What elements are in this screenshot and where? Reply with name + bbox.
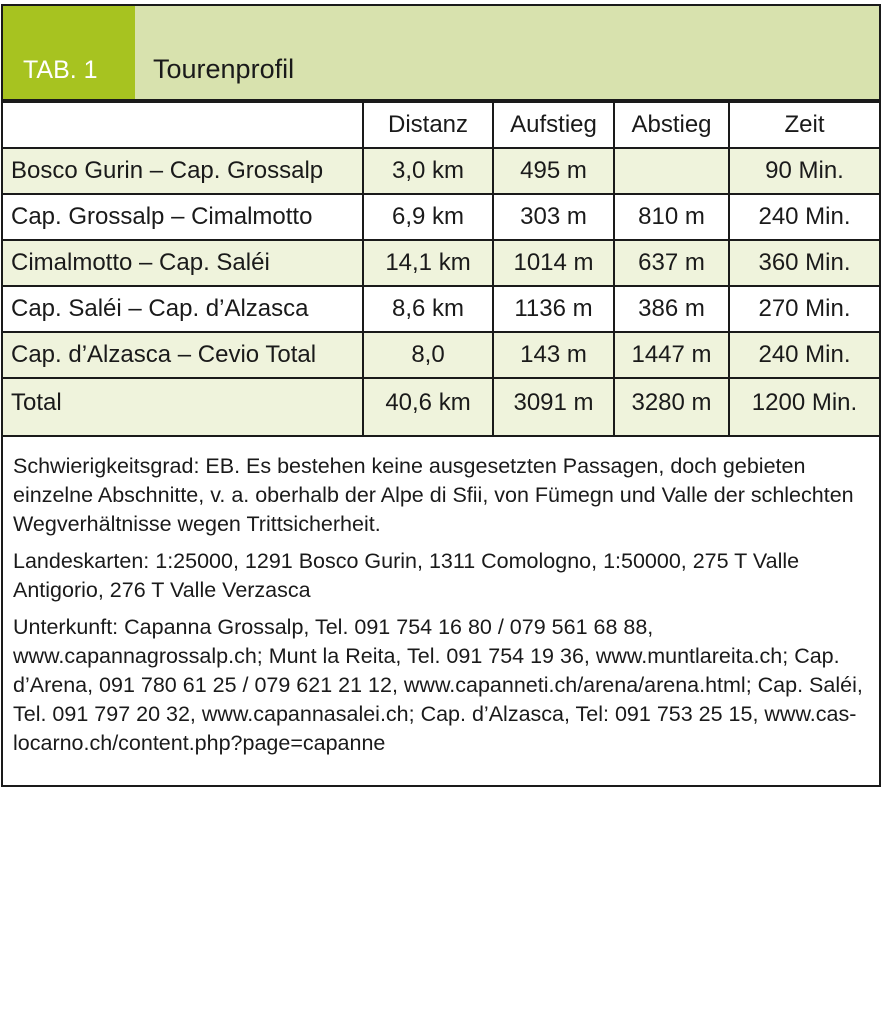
tour-profile-table	[3, 101, 879, 437]
tab-label: TAB. 1	[3, 6, 135, 99]
table-row	[3, 240, 879, 286]
table-row	[3, 194, 879, 240]
ascent-cell: 303 m	[493, 194, 614, 240]
distance-cell: 3,0 km	[363, 148, 493, 194]
descent-cell: 810 m	[614, 194, 729, 240]
accommodation-note: Unterkunft: Capanna Grossalp, Tel. 091 754 16 80 / 079 561 68 88, www.capannagrossalp.ch; Munt la Reita, Tel. 091 754 19 36, www.muntlareita.ch; Cap. d’Arena, 091 780 61 25 / 079 621 21 12, www.capanneti.ch/arena/arena.html; Cap. Saléi, Tel. 091 797 20 32, www.capannasalei.ch; Cap. d’Alzasca, Tel: 091 753 25 15, www.cas- locarno.ch/content.php?page=capanne	[13, 615, 863, 755]
time-cell: 270 Min.	[729, 286, 879, 332]
difficulty-note: Schwierigkeitsgrad: EB. Es bestehen keine ausgesetzten Passagen, doch gebieten einzelne Abschnitte, v. a. oberhalb der Alpe di Sfii, von Fümegn und Valle der schlechten Wegverhältnisse wegen Trittsicherheit.	[13, 454, 854, 536]
column-header-distance: Distanz	[363, 102, 493, 148]
total-label: Total	[3, 378, 363, 436]
ascent-cell: 143 m	[493, 332, 614, 378]
maps-note: Landeskarten: 1:25000, 1291 Bosco Gurin, 1311 Comologno, 1:50000, 275 T Valle Antigorio, 276 T Valle Verzasca	[13, 549, 800, 602]
table-header-row	[3, 102, 879, 148]
column-header	[3, 102, 363, 148]
table-header-bar	[3, 6, 879, 101]
column-header-time: Zeit	[729, 102, 879, 148]
ascent-cell: 495 m	[493, 148, 614, 194]
descent-cell	[614, 148, 729, 194]
table-row	[3, 148, 879, 194]
time-cell: 240 Min.	[729, 194, 879, 240]
ascent-cell: 1136 m	[493, 286, 614, 332]
distance-cell: 8,6 km	[363, 286, 493, 332]
table-title: Tourenprofil	[153, 54, 295, 84]
total-time: 1200 Min.	[729, 378, 879, 436]
ascent-cell: 1014 m	[493, 240, 614, 286]
notes-section	[3, 440, 879, 766]
column-header-descent: Abstieg	[614, 102, 729, 148]
table-row	[3, 332, 879, 378]
total-descent: 3280 m	[614, 378, 729, 436]
time-cell: 240 Min.	[729, 332, 879, 378]
distance-cell: 6,9 km	[363, 194, 493, 240]
descent-cell: 386 m	[614, 286, 729, 332]
descent-cell: 1447 m	[614, 332, 729, 378]
column-header-ascent: Aufstieg	[493, 102, 614, 148]
route-cell: Cap. Grossalp – Cimalmotto	[3, 194, 363, 240]
route-cell: Cimalmotto – Cap. Saléi	[3, 240, 363, 286]
distance-cell: 8,0	[363, 332, 493, 378]
total-distance: 40,6 km	[363, 378, 493, 436]
table-row	[3, 286, 879, 332]
descent-cell: 637 m	[614, 240, 729, 286]
total-ascent: 3091 m	[493, 378, 614, 436]
time-cell: 90 Min.	[729, 148, 879, 194]
distance-cell: 14,1 km	[363, 240, 493, 286]
total-row	[3, 378, 879, 436]
time-cell: 360 Min.	[729, 240, 879, 286]
route-cell: Cap. d’Alzasca – Cevio Total	[3, 332, 363, 378]
route-cell: Bosco Gurin – Cap. Grossalp	[3, 148, 363, 194]
table-frame	[1, 4, 881, 787]
route-cell: Cap. Saléi – Cap. d’Alzasca	[3, 286, 363, 332]
